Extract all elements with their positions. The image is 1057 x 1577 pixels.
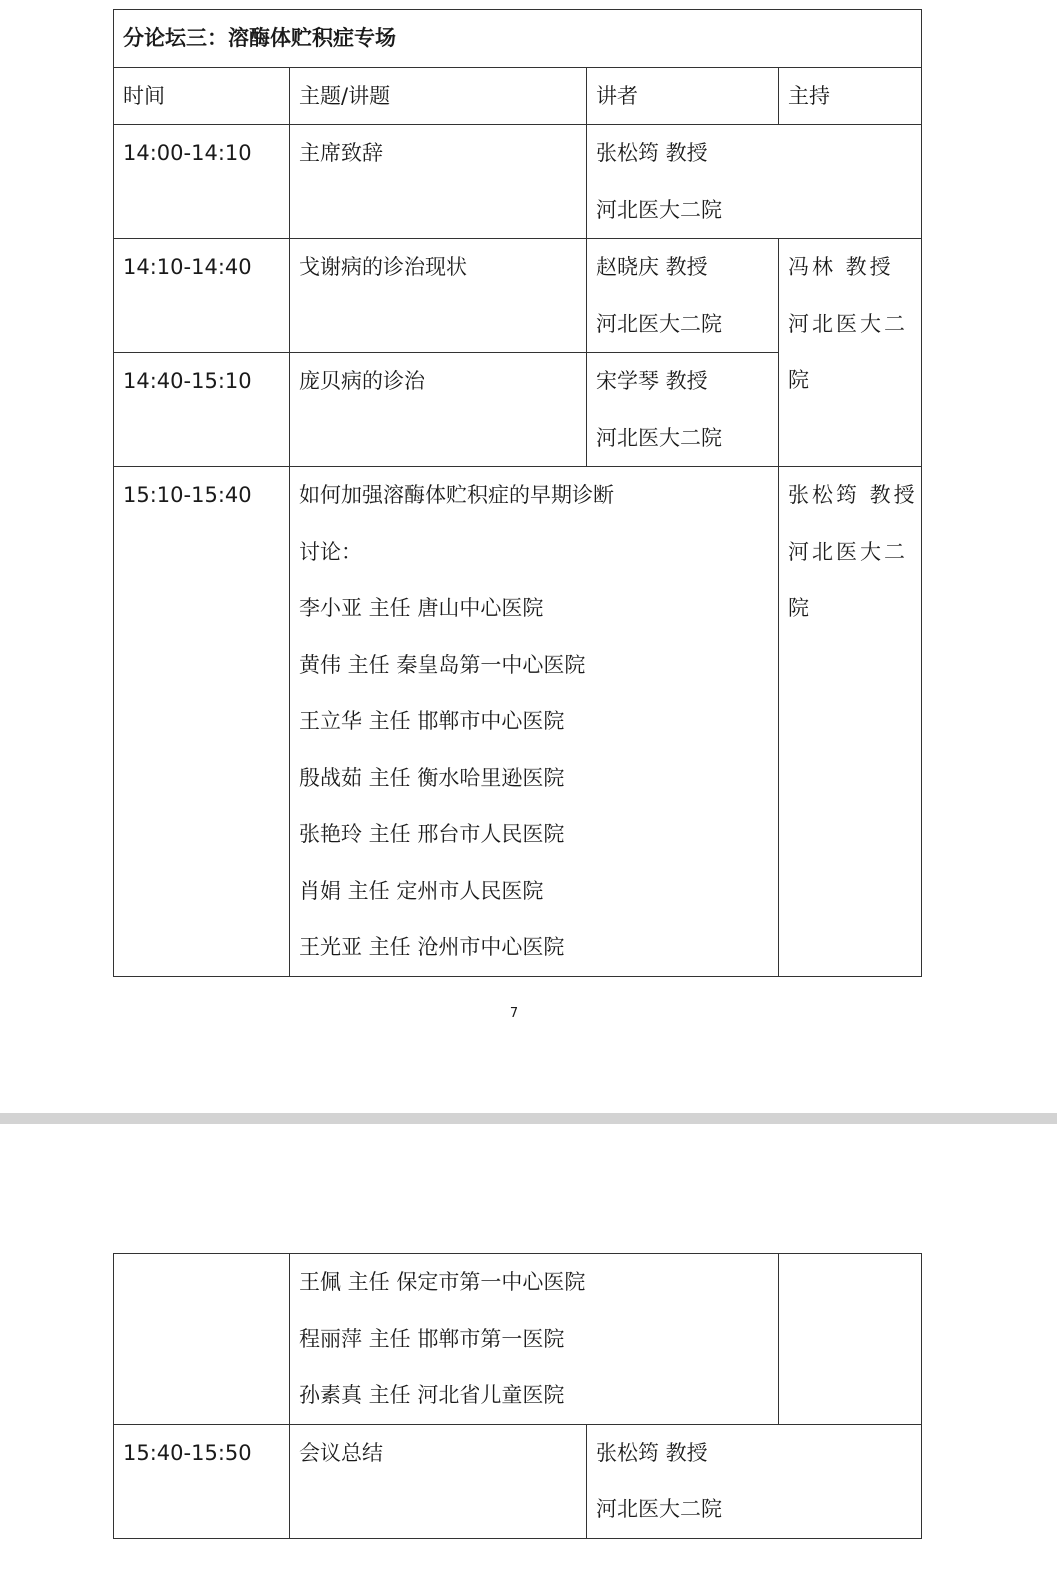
discussant: 王佩 主任 保定市第一中心医院 xyxy=(299,1270,586,1294)
page-divider xyxy=(0,1113,1057,1124)
row-speaker xyxy=(587,1424,922,1538)
host-cell xyxy=(779,467,922,977)
discussant: 王立华 主任 邯郸市中心医院 xyxy=(299,709,565,733)
row-time: 14:10-14:40 xyxy=(114,239,290,353)
header-row xyxy=(114,67,922,125)
speaker-name: 宋学琴 教授 xyxy=(596,369,708,393)
host-name: 张松筠 教授 xyxy=(788,483,918,507)
forum-schedule-table-continued xyxy=(113,1253,922,1539)
row-discussants-cont xyxy=(290,1254,779,1425)
forum-schedule-table xyxy=(113,9,922,977)
row-time: 14:40-15:10 xyxy=(114,353,290,467)
host-cell xyxy=(779,1254,922,1425)
section-title: 分论坛三：溶酶体贮积症专场 xyxy=(114,10,922,68)
discussion-topic: 如何加强溶酶体贮积症的早期诊断 xyxy=(299,483,614,507)
host-org-line1: 河北医大二 xyxy=(788,311,908,336)
speaker-org: 河北医大二院 xyxy=(596,1497,722,1521)
speaker-org: 河北医大二院 xyxy=(596,425,722,450)
row-topic: 主席致辞 xyxy=(290,125,587,239)
speaker-org: 河北医大二院 xyxy=(596,197,722,222)
discussant: 李小亚 主任 唐山中心医院 xyxy=(299,596,544,620)
discussant: 王光亚 主任 沧州市中心医院 xyxy=(299,935,565,959)
row-time: 14:00-14:10 xyxy=(114,125,290,239)
speaker-name: 张松筠 教授 xyxy=(596,141,708,165)
host-cell xyxy=(779,239,922,467)
discussant: 张艳玲 主任 邢台市人民医院 xyxy=(299,822,565,846)
host-org-line2: 院 xyxy=(788,596,812,620)
row-time: 15:40-15:50 xyxy=(114,1424,290,1538)
table-row xyxy=(114,1424,922,1538)
table-row xyxy=(114,1254,922,1425)
header-time: 时间 xyxy=(114,67,290,125)
header-host: 主持 xyxy=(779,67,922,125)
discussant: 殷战茹 主任 衡水哈里逊医院 xyxy=(299,765,565,790)
discussant: 孙素真 主任 河北省儿童医院 xyxy=(299,1383,565,1407)
row-topic: 会议总结 xyxy=(290,1424,587,1538)
header-speaker: 讲者 xyxy=(587,67,779,125)
row-speaker xyxy=(587,125,922,239)
speaker-name: 赵晓庆 教授 xyxy=(596,255,708,279)
row-speaker xyxy=(587,353,779,467)
host-name: 冯林 教授 xyxy=(788,255,894,279)
discussant: 程丽萍 主任 邯郸市第一医院 xyxy=(299,1326,565,1351)
speaker-name: 张松筠 教授 xyxy=(596,1440,708,1465)
table-row xyxy=(114,239,922,353)
discussant: 黄伟 主任 秦皇岛第一中心医院 xyxy=(299,652,586,677)
table-row xyxy=(114,125,922,239)
row-time xyxy=(114,1254,290,1425)
page-number: 7 xyxy=(509,1006,519,1021)
discussion-label: 讨论： xyxy=(299,539,362,564)
host-org-line1: 河北医大二 xyxy=(788,539,908,564)
row-time: 15:10-15:40 xyxy=(114,467,290,977)
row-speaker xyxy=(587,239,779,353)
row-topic: 戈谢病的诊治现状 xyxy=(290,239,587,353)
header-topic: 主题/讲题 xyxy=(290,67,587,125)
speaker-org: 河北医大二院 xyxy=(596,311,722,336)
table-row xyxy=(114,467,922,977)
discussant: 肖娟 主任 定州市人民医院 xyxy=(299,878,544,903)
row-topic: 庞贝病的诊治 xyxy=(290,353,587,467)
row-topic-discussion xyxy=(290,467,779,977)
host-org-line2: 院 xyxy=(788,368,812,392)
